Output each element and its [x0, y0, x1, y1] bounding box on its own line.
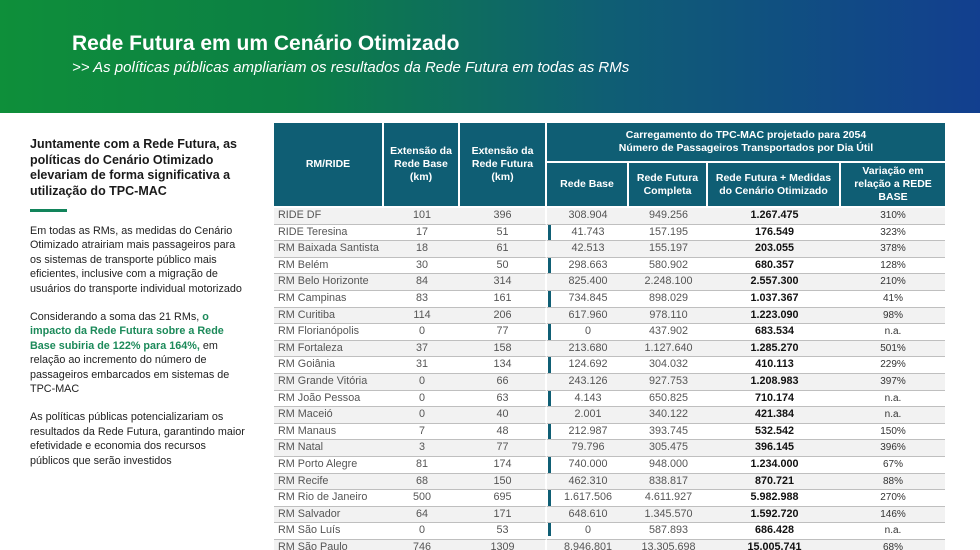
cell-ext-futura: 161: [460, 291, 547, 308]
cell-rede-base: 648.610: [547, 507, 629, 524]
cell-rede-base: 2.001: [547, 407, 629, 424]
cell-variacao: 98%: [841, 308, 945, 325]
table-row: [274, 374, 945, 391]
header-group-line2: Número de Passageiros Transportados por Dia Útil: [618, 142, 874, 154]
header-ext-futura: Extensão da Rede Futura (km): [460, 123, 547, 208]
cell-rede-otimizada: 710.174: [708, 391, 841, 408]
table-row: [274, 341, 945, 358]
cell-rede-otimizada: 532.542: [708, 424, 841, 441]
table-row: [274, 407, 945, 424]
cell-ext-base: 0: [384, 523, 460, 540]
cell-rede-otimizada: 683.534: [708, 324, 841, 341]
table-row: [274, 391, 945, 408]
cell-variacao: 68%: [841, 540, 945, 550]
page-title: Rede Futura em um Cenário Otimizado: [72, 32, 460, 55]
cell-rm: RM Salvador: [274, 507, 384, 524]
table-row: [274, 258, 945, 275]
cell-rede-futura: 587.893: [629, 523, 708, 540]
cell-rede-otimizada: 680.357: [708, 258, 841, 275]
ridership-table: [274, 123, 945, 550]
cell-rm: RM Maceió: [274, 407, 384, 424]
cell-variacao: 67%: [841, 457, 945, 474]
cell-rede-otimizada: 870.721: [708, 474, 841, 491]
cell-ext-futura: 1309: [460, 540, 547, 550]
cell-variacao: 397%: [841, 374, 945, 391]
cell-rede-base: 462.310: [547, 474, 629, 491]
cell-ext-base: 68: [384, 474, 460, 491]
summary-paragraph-2: [30, 310, 245, 396]
cell-ext-base: 37: [384, 341, 460, 358]
cell-rede-otimizada: 686.428: [708, 523, 841, 540]
cell-ext-base: 84: [384, 274, 460, 291]
table-row: [274, 357, 945, 374]
cell-rede-otimizada: 5.982.988: [708, 490, 841, 507]
table-row: [274, 523, 945, 540]
cell-rede-otimizada: 176.549: [708, 225, 841, 242]
cell-rede-base: 212.987: [547, 424, 629, 441]
header-rede-base: Rede Base: [547, 163, 629, 208]
header-ext-base: Extensão da Rede Base (km): [384, 123, 460, 208]
cell-rede-otimizada: 421.384: [708, 407, 841, 424]
cell-rede-futura: 898.029: [629, 291, 708, 308]
heading-divider: [30, 209, 67, 212]
cell-ext-futura: 150: [460, 474, 547, 491]
cell-variacao: n.a.: [841, 523, 945, 540]
cell-ext-futura: 51: [460, 225, 547, 242]
cell-ext-futura: 63: [460, 391, 547, 408]
cell-ext-base: 64: [384, 507, 460, 524]
cell-variacao: 88%: [841, 474, 945, 491]
cell-rede-futura: 978.110: [629, 308, 708, 325]
cell-rede-base: 308.904: [547, 208, 629, 225]
cell-rede-futura: 1.345.570: [629, 507, 708, 524]
cell-rede-base: 4.143: [547, 391, 629, 408]
cell-rm: RM Baixada Santista: [274, 241, 384, 258]
cell-rm: RIDE DF: [274, 208, 384, 225]
header-group-line1: Carregamento do TPC-MAC projetado para 2054: [625, 129, 867, 141]
table-row: [274, 507, 945, 524]
cell-rm: RM Grande Vitória: [274, 374, 384, 391]
cell-ext-futura: 695: [460, 490, 547, 507]
cell-rede-otimizada: 1.267.475: [708, 208, 841, 225]
cell-rede-futura: 340.122: [629, 407, 708, 424]
cell-rede-base: 825.400: [547, 274, 629, 291]
cell-rede-futura: 1.127.640: [629, 341, 708, 358]
paragraph-2-rest: em relação ao incremento do número de passageiros embarcados em sistemas de TPC-MAC: [30, 339, 230, 396]
cell-rede-base: 740.000: [547, 457, 629, 474]
cell-variacao: n.a.: [841, 391, 945, 408]
page-subtitle: >> As políticas públicas ampliariam os resultados da Rede Futura em todas as RMs: [72, 59, 630, 76]
cell-rede-futura: 305.475: [629, 440, 708, 457]
cell-variacao: 270%: [841, 490, 945, 507]
cell-ext-futura: 158: [460, 341, 547, 358]
cell-rm: RIDE Teresina: [274, 225, 384, 242]
cell-variacao: 396%: [841, 440, 945, 457]
table-row: [274, 490, 945, 507]
cell-rm: RM Campinas: [274, 291, 384, 308]
table-row: [274, 324, 945, 341]
cell-variacao: n.a.: [841, 324, 945, 341]
cell-ext-base: 0: [384, 374, 460, 391]
cell-rede-futura: 13.305.698: [629, 540, 708, 550]
header-group: [547, 123, 945, 163]
cell-rede-otimizada: 1.223.090: [708, 308, 841, 325]
cell-rede-otimizada: 1.592.720: [708, 507, 841, 524]
cell-ext-futura: 134: [460, 357, 547, 374]
table-row: [274, 440, 945, 457]
cell-rede-base: 1.617.506: [547, 490, 629, 507]
cell-rede-futura: 393.745: [629, 424, 708, 441]
cell-ext-base: 101: [384, 208, 460, 225]
cell-rede-base: 124.692: [547, 357, 629, 374]
cell-variacao: n.a.: [841, 407, 945, 424]
cell-variacao: 210%: [841, 274, 945, 291]
summary-paragraph-3: As políticas públicas potencializariam os resultados da Rede Futura, garantindo maior efetividade e economia dos recursos públicos que serão investidos: [30, 411, 245, 467]
paragraph-2-intro: Considerando a soma das 21 RMs,: [30, 311, 200, 324]
cell-rede-base: 41.743: [547, 225, 629, 242]
cell-rede-otimizada: 2.557.300: [708, 274, 841, 291]
cell-rede-futura: 650.825: [629, 391, 708, 408]
cell-rm: RM Porto Alegre: [274, 457, 384, 474]
cell-rm: RM Florianópolis: [274, 324, 384, 341]
cell-ext-futura: 77: [460, 440, 547, 457]
impact-highlight: o impacto da Rede Futura sobre a Rede Base subiria de 122% para 164%,: [30, 311, 224, 352]
table-row: [274, 308, 945, 325]
cell-rede-otimizada: 1.037.367: [708, 291, 841, 308]
table-row: [274, 474, 945, 491]
cell-rm: RM São Paulo: [274, 540, 384, 550]
table-row: [274, 457, 945, 474]
cell-rede-futura: 838.817: [629, 474, 708, 491]
cell-rede-futura: 948.000: [629, 457, 708, 474]
cell-rede-futura: 927.753: [629, 374, 708, 391]
cell-rede-base: 298.663: [547, 258, 629, 275]
cell-variacao: 378%: [841, 241, 945, 258]
header-rede-otimizada: Rede Futura + Medidas do Cenário Otimizado: [708, 163, 841, 208]
cell-rm: RM Natal: [274, 440, 384, 457]
cell-ext-base: 0: [384, 407, 460, 424]
cell-rede-futura: 157.195: [629, 225, 708, 242]
cell-ext-base: 500: [384, 490, 460, 507]
cell-ext-futura: 206: [460, 308, 547, 325]
cell-rm: RM Manaus: [274, 424, 384, 441]
cell-ext-futura: 50: [460, 258, 547, 275]
cell-ext-base: 30: [384, 258, 460, 275]
cell-rede-base: 734.845: [547, 291, 629, 308]
cell-variacao: 150%: [841, 424, 945, 441]
cell-rm: RM Fortaleza: [274, 341, 384, 358]
cell-rede-futura: 155.197: [629, 241, 708, 258]
cell-rede-otimizada: 396.145: [708, 440, 841, 457]
cell-ext-futura: 314: [460, 274, 547, 291]
table-row: [274, 540, 945, 550]
cell-ext-base: 83: [384, 291, 460, 308]
cell-rede-futura: 949.256: [629, 208, 708, 225]
cell-ext-futura: 40: [460, 407, 547, 424]
cell-rm: RM Rio de Janeiro: [274, 490, 384, 507]
cell-rede-base: 617.960: [547, 308, 629, 325]
cell-variacao: 501%: [841, 341, 945, 358]
header-variacao: Variação em relação a REDE BASE: [841, 163, 945, 208]
cell-rede-otimizada: 15.005.741: [708, 540, 841, 550]
cell-rm: RM Belém: [274, 258, 384, 275]
cell-ext-base: 0: [384, 324, 460, 341]
cell-rede-base: 213.680: [547, 341, 629, 358]
cell-rede-otimizada: 1.234.000: [708, 457, 841, 474]
cell-ext-base: 31: [384, 357, 460, 374]
summary-panel: [30, 137, 245, 482]
cell-rede-base: 0: [547, 324, 629, 341]
cell-ext-futura: 66: [460, 374, 547, 391]
cell-rede-base: 243.126: [547, 374, 629, 391]
cell-rede-futura: 437.902: [629, 324, 708, 341]
cell-rede-futura: 304.032: [629, 357, 708, 374]
cell-ext-futura: 77: [460, 324, 547, 341]
cell-ext-base: 746: [384, 540, 460, 550]
header-rm: RM/RIDE: [274, 123, 384, 208]
cell-rede-futura: 4.611.927: [629, 490, 708, 507]
cell-variacao: 323%: [841, 225, 945, 242]
table-row: [274, 291, 945, 308]
table-row: [274, 424, 945, 441]
cell-rede-otimizada: 203.055: [708, 241, 841, 258]
cell-ext-base: 3: [384, 440, 460, 457]
cell-ext-futura: 48: [460, 424, 547, 441]
cell-ext-futura: 396: [460, 208, 547, 225]
cell-ext-futura: 171: [460, 507, 547, 524]
cell-rm: RM São Luís: [274, 523, 384, 540]
cell-rede-otimizada: 1.208.983: [708, 374, 841, 391]
cell-ext-base: 81: [384, 457, 460, 474]
cell-ext-base: 114: [384, 308, 460, 325]
cell-rede-base: 0: [547, 523, 629, 540]
table-row: [274, 225, 945, 242]
cell-rede-futura: 2.248.100: [629, 274, 708, 291]
cell-rede-otimizada: 410.113: [708, 357, 841, 374]
summary-heading: Juntamente com a Rede Futura, as políticas do Cenário Otimizado elevariam de forma significativa a utilização do TPC-MAC: [30, 137, 238, 198]
cell-rm: RM Belo Horizonte: [274, 274, 384, 291]
cell-rm: RM Curitiba: [274, 308, 384, 325]
cell-rede-base: 42.513: [547, 241, 629, 258]
cell-variacao: 41%: [841, 291, 945, 308]
table-row: [274, 208, 945, 225]
cell-rede-futura: 580.902: [629, 258, 708, 275]
header-banner: [0, 0, 980, 113]
cell-variacao: 229%: [841, 357, 945, 374]
summary-paragraph-1: Em todas as RMs, as medidas do Cenário Otimizado atrairiam mais passageiros para os sistemas de transporte público mais eficientes, inclusive com a migração de usuários do transporte individual motorizado: [30, 225, 242, 295]
cell-rede-base: 79.796: [547, 440, 629, 457]
cell-ext-base: 18: [384, 241, 460, 258]
cell-rede-base: 8.946.801: [547, 540, 629, 550]
cell-rm: RM Recife: [274, 474, 384, 491]
cell-variacao: 128%: [841, 258, 945, 275]
cell-rm: RM João Pessoa: [274, 391, 384, 408]
table-row: [274, 274, 945, 291]
cell-variacao: 310%: [841, 208, 945, 225]
cell-ext-base: 7: [384, 424, 460, 441]
cell-ext-base: 0: [384, 391, 460, 408]
header-rede-futura: Rede Futura Completa: [629, 163, 708, 208]
cell-ext-futura: 53: [460, 523, 547, 540]
cell-rede-otimizada: 1.285.270: [708, 341, 841, 358]
cell-ext-futura: 174: [460, 457, 547, 474]
cell-rm: RM Goiânia: [274, 357, 384, 374]
cell-variacao: 146%: [841, 507, 945, 524]
cell-ext-futura: 61: [460, 241, 547, 258]
cell-ext-base: 17: [384, 225, 460, 242]
table-row: [274, 241, 945, 258]
